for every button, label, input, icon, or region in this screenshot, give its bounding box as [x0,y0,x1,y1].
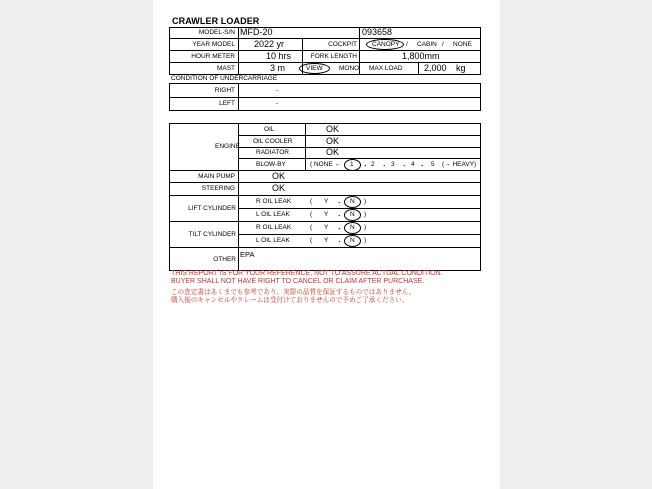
cockpit-separator: / [406,41,408,48]
blowby-none: ( NONE ← [310,161,342,168]
oil-label: OIL [264,126,275,133]
cockpit-cabin: CABIN [417,41,437,48]
oil-cooler-value: OK [326,136,340,146]
yn-n: N [350,211,355,218]
mast-label: MAST [216,65,235,72]
max-load-unit: kg [456,63,466,73]
other-value: EPA [240,250,255,259]
mast-value: 3 m [270,63,286,73]
yn-close: ) [364,237,367,244]
cockpit-separator: / [442,41,444,48]
max-load-value: 2,000 [424,63,447,73]
tilt-l-oil-leak-label: L OIL LEAK [256,237,290,244]
left-value: - [276,100,279,107]
blowby-level-5: 5 [431,161,435,168]
cockpit-none: NONE [453,41,472,48]
blowby-level-4: 4 [411,161,415,168]
tilt-r-oil-leak-label: R OIL LEAK [256,224,292,231]
disclaimer-line: THIS REPORT IS FOR YOUR REFERENCE, NOT TO ASSURE ACTUAL CONDITION. [171,270,443,277]
left-label: LEFT [219,100,235,107]
fork-length-label: FORK LENGTH [310,53,357,60]
radiator-value: OK [326,147,340,157]
blowby-level-2: 2 [371,161,375,168]
yn-open: ( [310,224,313,231]
blowby-level-3: 3 [391,161,395,168]
undercarriage-heading: CONDITION OF UNDERCARRIAGE [171,75,278,82]
lift-l-oil-leak-label: L OIL LEAK [256,211,290,218]
blowby-dot: ・ [401,163,408,170]
right-value: - [276,87,279,94]
serial-value: 093658 [362,27,393,37]
yn-n: N [350,224,355,231]
yn-dot: ・ [336,200,343,207]
yn-y: Y [324,211,329,218]
blowby-label: BLOW-BY [256,161,286,168]
yn-dot: ・ [336,213,343,220]
disclaimer-line: 購入後のキャンセルやクレームは受付けておりませんので予めご了承ください。 [171,297,409,304]
lift-r-oil-leak-label: R OIL LEAK [256,198,292,205]
yn-close: ) [364,198,367,205]
yn-open: ( [310,211,313,218]
disclaimer-line: この査定書はあくまでも参考であり、実際の品質を保証するものではありません。 [171,289,416,296]
oil-cooler-label: OIL COOLER [253,138,293,145]
main-pump-value: OK [272,171,286,181]
lift-cylinder-label: LIFT CYLINDER [188,205,236,212]
yn-y: Y [324,237,329,244]
yn-y: Y [324,198,329,205]
tilt-cylinder-label: TILT CYLINDER [188,231,236,238]
model-sn-label: MODEL-S/N [198,29,235,36]
yn-n: N [350,198,355,205]
hour-meter-label: HOUR METER [191,53,235,60]
blowby-dot: ・ [419,163,426,170]
cockpit-label: COCKPIT [328,41,357,48]
page-title: CRAWLER LOADER [172,16,260,26]
cockpit-canopy: CANOPY [372,41,400,48]
year-model-value: 2022 yr [254,39,285,49]
mast-view: VIEW [306,65,323,72]
yn-open: ( [310,237,313,244]
steering-value: OK [272,183,286,193]
blowby-heavy: (→ HEAVY) [442,161,477,168]
steering-label: STEERING [201,185,235,192]
blowby-dot: ・ [381,163,388,170]
yn-y: Y [324,224,329,231]
mast-mono: MONO [339,65,360,72]
right-label: RIGHT [214,87,235,94]
oil-value: OK [326,124,340,134]
yn-open: ( [310,198,313,205]
fork-length-value: 1,800mm [402,51,440,61]
other-label: OTHER [213,256,236,263]
model-value: MFD-20 [240,27,273,37]
blowby-level-1: 1 [350,161,354,168]
yn-dot: ・ [336,226,343,233]
hour-meter-value: 10 hrs [266,51,292,61]
radiator-label: RADIATOR [256,149,289,156]
yn-dot: ・ [336,239,343,246]
engine-label: ENGINE [215,143,240,150]
yn-close: ) [364,224,367,231]
blowby-dot: ・ [362,163,369,170]
yn-n: N [350,237,355,244]
disclaimer-line: BUYER SHALL NOT HAVE RIGHT TO CANCEL OR CLAIM AFTER PURCHASE. [171,278,425,285]
yn-close: ) [364,211,367,218]
main-pump-label: MAIN PUMP [198,173,235,180]
max-load-label: MAX LOAD [369,65,403,72]
year-model-label: YEAR MODEL [192,41,235,48]
